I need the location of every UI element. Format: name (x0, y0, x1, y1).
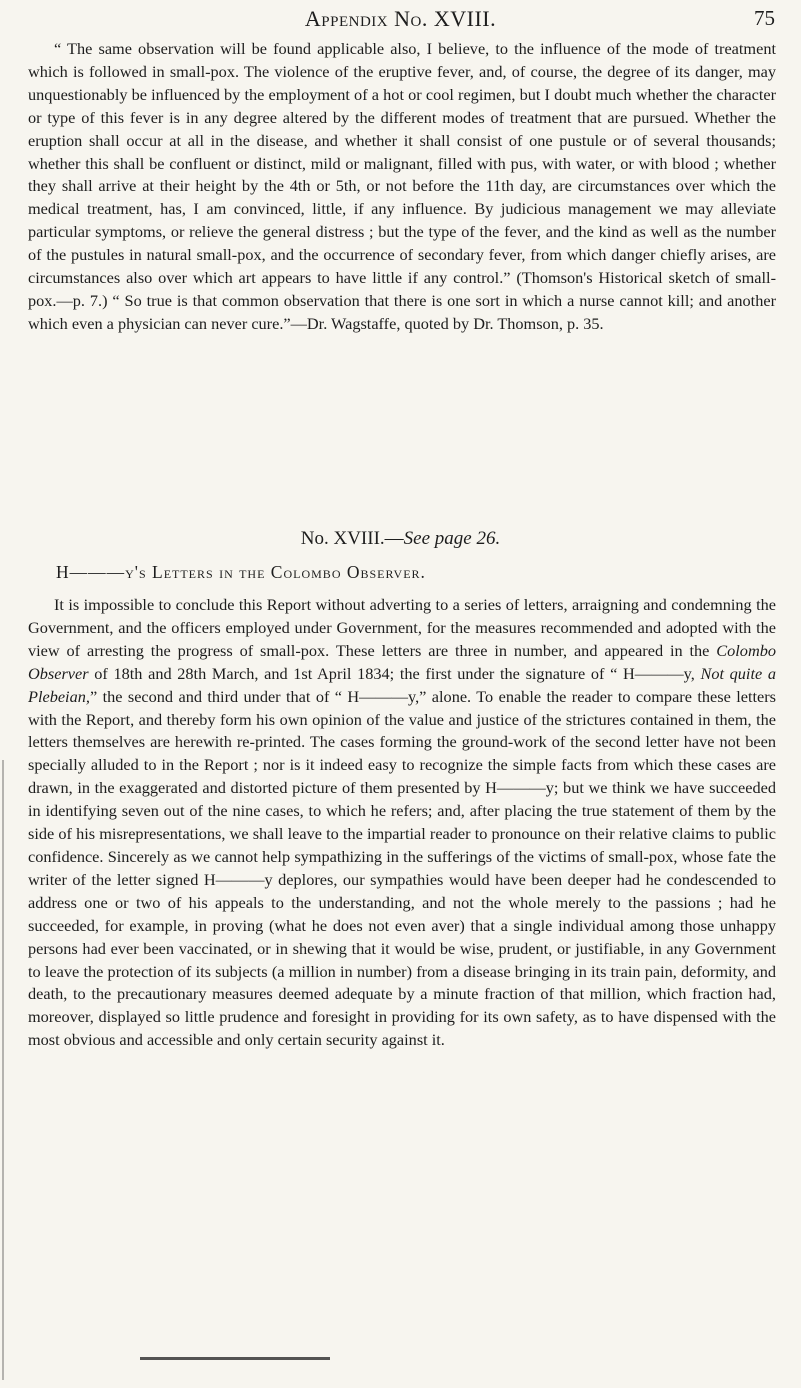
page-header (0, 6, 801, 32)
quote-paragraph: “ The same observation will be found applicable also, I believe, to the influence of the mode of treatment which is followed in small-pox. The violence of the eruptive fever, and, of course, the degree of its danger, may unquestionably be influenced by the employment of a hot or cool regimen, but I doubt much whether the character or type of this fever is in any degree altered by the different modes of treatment that are pursued. Whether the eruption shall occur at all in the disease, and whether it shall consist of one pustule or of several thousands; whether this shall be confluent or distinct, mild or malignant, filled with pus, with water, or with blood ; whether they shall arrive at their height by the 4th or 5th, or not before the 11th day, are circumstances over which the medical treatment, has, I am convinced, little, if any influence. By judicious management we may alleviate particular symptoms, or relieve the general distress ; but the type of the fever, and the kind as well as the number of the pustules in natural small-pox, and the occurrence of secondary fever, from which danger chiefly arises, are circumstances also over which art appears to have little if any control.” (Thomson's Historical sketch of small-pox.—p. 7.) “ So true is that common observation that there is one sort in which a nurse cannot kill; and another which even a physician can never cure.”—Dr. Wagstaffe, quoted by Dr. Thomson, p. 35. (28, 39, 776, 333)
body-text (28, 594, 776, 1052)
body-part-2: of 18th and 28th March, and 1st April 1834; the first under the signature of “ H———y, (88, 663, 701, 683)
section-see-reference: See page 26. (403, 528, 501, 549)
section-number: No. XVIII.— (300, 528, 404, 549)
binding-edge-shadow (2, 760, 4, 1380)
page-number: 75 (754, 6, 775, 30)
body-part-3: ” the second and third under that of “ H———y,” alone. To enable the reader to compare these letters with the Report, and thereby form his own opinion of the value and justice of the strictures contained in them, the letters themselves are herewith re-printed. The cases forming the ground-work of the second letter have not been specially alluded to in the Report ; nor is it indeed easy to recognize the simple facts from which these cases are drawn, in the exaggerated and distorted picture of them presented by H———y; but we think we have succeeded in identifying seven out of the nine cases, to which he refers; and, after placing the true statement of them by the side of his misrepresentations, we shall leave to the impartial reader to pronounce on their relative claims to public confidence. Sincerely as we cannot help sympathizing in the sufferings of the victims of small-pox, whose fate the writer of the letter signed H———y deplores, our sympathies would have been deeper had he condescended to address one or two of his appeals to the understanding, and not the whole merely to the passions ; had he succeeded, for example, in proving (what he does not even aver) that a single individual among those unhappy persons had ever been vaccinated, or in shewing that it would be wise, prudent, or justifiable, in any Government to leave the protection of its subjects (a million in number) from a disease bringing in its train pain, deformity, and death, to the precautionary measures deemed adequate by a minute fraction of that million, which fraction had, moreover, displayed so little prudence and foresight in providing for its own safety, as to have dispensed with the most obvious and accessible and only certain security against it. (28, 686, 776, 1050)
newspaper-name: Colombo Observer (28, 640, 776, 683)
quotation-block (28, 38, 776, 336)
letters-heading: H———y's Letters in the Colombo Observer. (56, 562, 426, 582)
signature-phrase: Not quite a Plebeian, (28, 663, 777, 706)
body-paragraph (28, 594, 776, 1052)
running-head: Appendix No. XVIII. (304, 6, 497, 31)
bottom-ink-rule (140, 1357, 330, 1360)
body-part-1: It is impossible to conclude this Report without adverting to a series of letters, arraigning and condemning the Government, and the officers employed under Government, for the measures recommended and adopted with the view of arresting the progress of small-pox. These letters are three in number, and appeared in the (28, 595, 776, 660)
section-heading (0, 528, 801, 550)
